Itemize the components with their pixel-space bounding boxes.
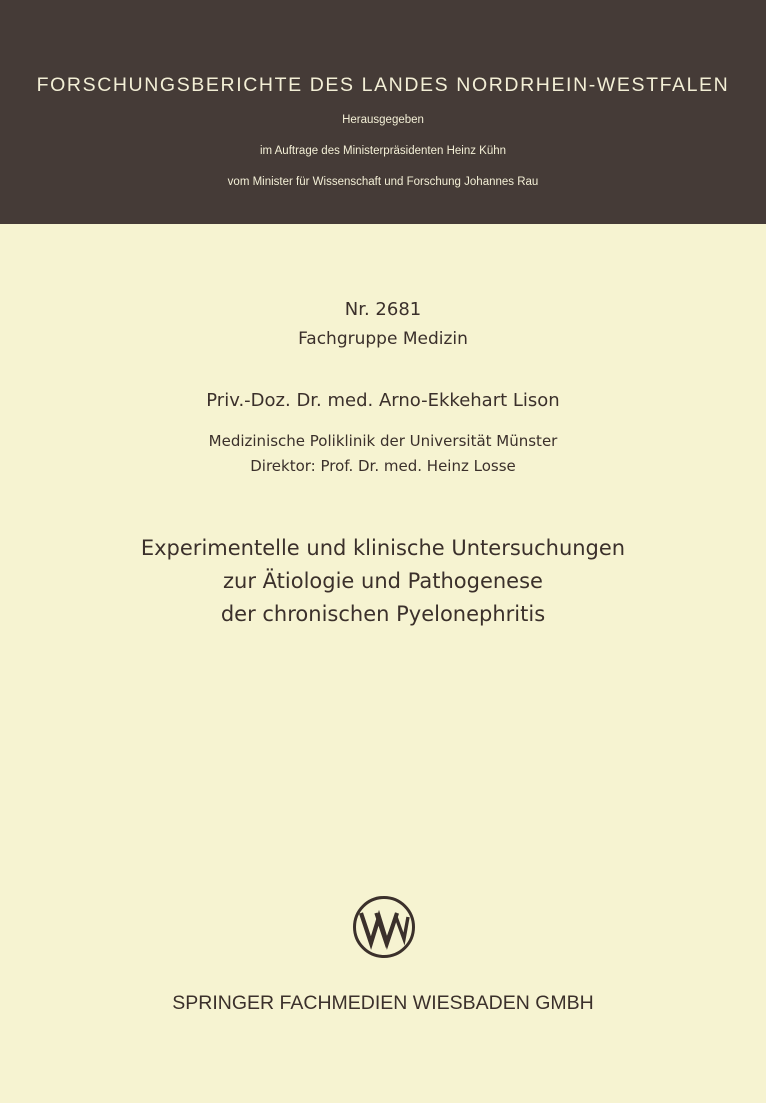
- book-title-line-2: zur Ätiologie und Pathogenese: [223, 569, 543, 593]
- subject-group: Fachgruppe Medizin: [298, 329, 468, 349]
- issue-number: Nr. 2681: [344, 299, 422, 320]
- minister-line: vom Minister für Wissenschaft und Forschung Johannes Rau: [227, 176, 539, 188]
- book-title-line-1: Experimentelle und klinische Untersuchungen: [140, 536, 626, 560]
- author-institution: Medizinische Poliklinik der Universität Münster: [208, 432, 558, 450]
- author-name: Priv.-Doz. Dr. med. Arno-Ekkehart Lison: [206, 390, 560, 411]
- editor-line: Herausgegeben: [342, 114, 424, 126]
- header-band: [0, 0, 766, 224]
- author-director: Direktor: Prof. Dr. med. Heinz Losse: [250, 457, 516, 475]
- book-title-line-3: der chronischen Pyelonephritis: [220, 602, 546, 626]
- publisher-name: SPRINGER FACHMEDIEN WIESBADEN GMBH: [172, 992, 594, 1014]
- commission-line: im Auftrage des Ministerpräsidenten Heinz Kühn: [259, 145, 507, 157]
- series-title: FORSCHUNGSBERICHTE DES LANDES NORDRHEIN-WESTFALEN: [36, 74, 730, 96]
- wv-logo-icon: [352, 895, 416, 959]
